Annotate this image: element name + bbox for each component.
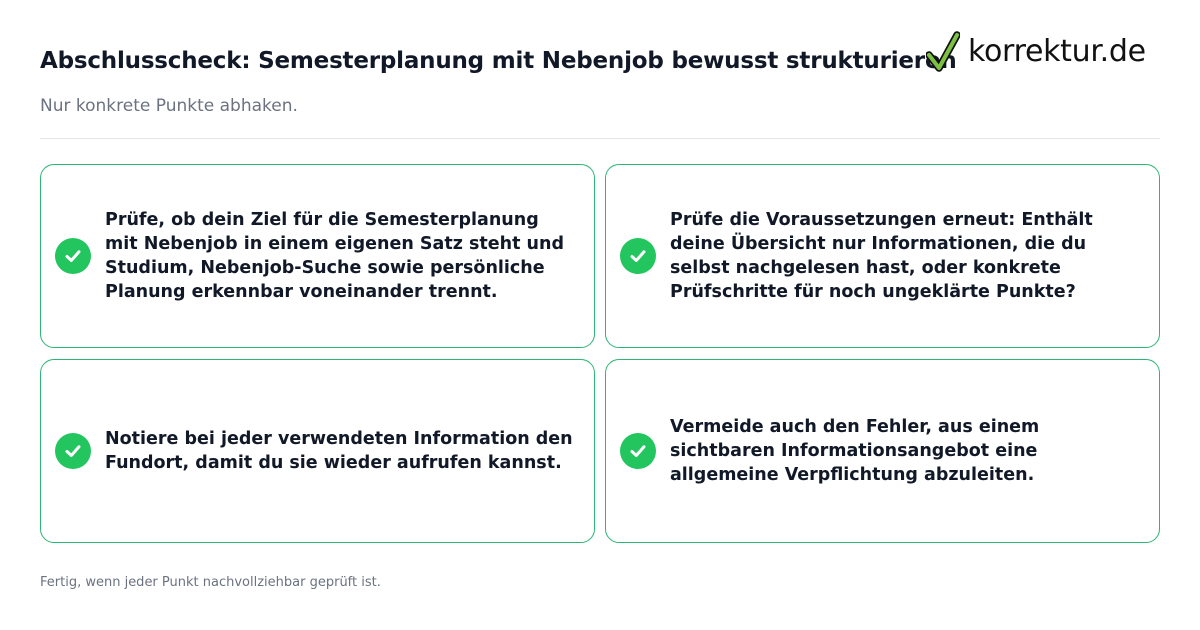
check-circle-icon — [55, 433, 91, 469]
checklist-card — [40, 164, 595, 348]
checklist-card-text: Notiere bei jeder verwendeten Information den Fundort, damit du sie wieder aufrufen kannst. — [105, 429, 573, 473]
logo-text: korrektur.de — [968, 34, 1146, 69]
checkmark-icon — [926, 31, 960, 73]
check-circle-icon — [620, 238, 656, 274]
checklist-grid — [40, 164, 1160, 543]
checklist-card — [40, 359, 595, 543]
header-divider — [40, 138, 1160, 139]
checklist-card — [605, 359, 1160, 543]
footer-note: Fertig, wenn jeder Punkt nachvollziehbar geprüft ist. — [40, 575, 381, 590]
checklist-card-text: Prüfe die Voraussetzungen erneut: Enthält deine Übersicht nur Informationen, die du selbst nachgelesen hast, oder konkrete Prüfschritte für noch ungeklärte Punkte? — [670, 210, 1093, 302]
check-circle-icon — [620, 433, 656, 469]
checklist-card-text: Vermeide auch den Fehler, aus einem sichtbaren Informationsangebot eine allgemeine Verpflichtung abzuleiten. — [670, 417, 1040, 485]
checklist-card-text: Prüfe, ob dein Ziel für die Semesterplanung mit Nebenjob in einem eigenen Satz steht und Studium, Nebenjob-Suche sowie persönliche Planung erkennbar voneinander trennt. — [105, 210, 564, 302]
checklist-card — [605, 164, 1160, 348]
logo — [926, 30, 1146, 74]
page-title: Abschlusscheck: Semesterplanung mit Nebenjob bewusst strukturieren — [40, 48, 957, 74]
page-subtitle: Nur konkrete Punkte abhaken. — [40, 96, 298, 116]
check-circle-icon — [55, 238, 91, 274]
